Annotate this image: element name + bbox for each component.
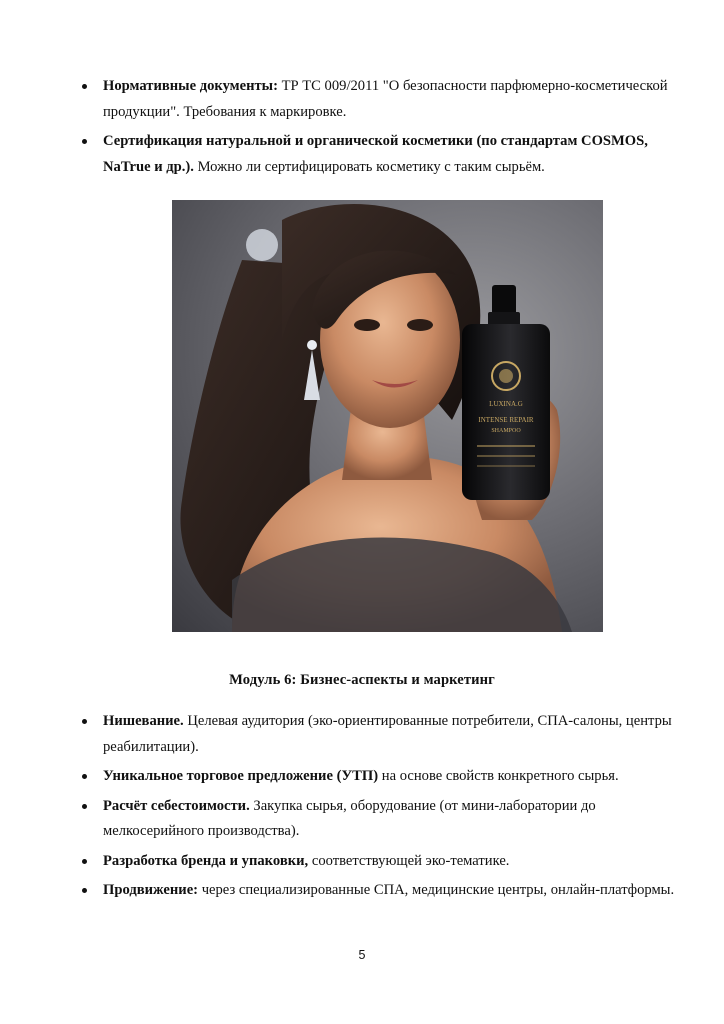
woman-with-bottle-image (172, 200, 603, 632)
list-item (78, 878, 678, 904)
list-item (78, 764, 678, 790)
list-item (78, 709, 678, 760)
bottom-bullet-list (78, 709, 678, 908)
bullet-bold: Продвижение: (103, 882, 199, 898)
bullet-text: через специализированные СПА, медицинские центры, онлайн-платформы. (198, 882, 675, 898)
module-title: Модуль 6: Бизнес-аспекты и маркетинг (229, 672, 495, 688)
bullet-text: Закупка сырья, оборудование (от мини-лаборатории до мелкосерийного производства). (103, 797, 596, 839)
list-item (78, 129, 678, 180)
bullet-text: ТР ТС 009/2011 "О безопасности парфюмерно-косметической продукции". Требования к маркировке. (103, 78, 668, 120)
bullet-text: Целевая аудитория (эко-ориентированные потребители, СПА-салоны, центры реабилитации). (103, 713, 672, 755)
bullet-text: Можно ли сертифицировать косметику с таким сырьём. (193, 158, 545, 175)
bullet-bold: Разработка бренда и упаковки, (103, 852, 309, 869)
bullet-bold: Сертификация натуральной и органической косметики (по стандартам COSMOS, NaTrue и др.). (103, 133, 648, 175)
bullet-bold: Нормативные документы: (103, 78, 278, 94)
bottle-line1: INTENSE REPAIR (478, 416, 534, 424)
page-number: 5 (358, 948, 366, 962)
list-item (78, 74, 678, 125)
top-bullet-list (78, 74, 678, 184)
bullet-bold: Расчёт себестоимости. (103, 797, 250, 814)
list-item (78, 849, 678, 875)
bullet-bold: Уникальное торговое предложение (УТП) (103, 768, 379, 784)
bullet-text: на основе свойств конкретного сырья. (378, 768, 619, 784)
list-item (78, 794, 678, 845)
bullet-text: соответствующей эко-тематике. (308, 852, 510, 869)
bottle-brand: LUXINA.G (489, 400, 523, 408)
bottle-line2: SHAMPOO (491, 428, 521, 434)
product-illustration (172, 200, 603, 632)
bullet-bold: Нишевание. (103, 713, 184, 729)
